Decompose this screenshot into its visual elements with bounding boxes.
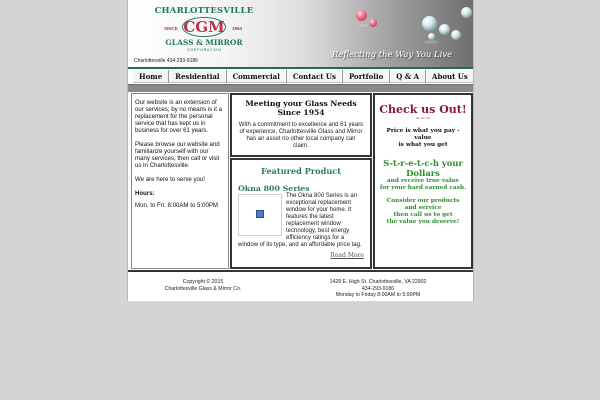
footer-hours: Monday to Friday 8:00AM to 5:00PM [335,292,421,298]
copyright-line-2: Charlottesville Glass & Mirror Co. [164,285,242,292]
intro-text: Our website is an extension of our services; by no means is it a replacement for the personal service that has kept us in business for over 61 years. [135,99,223,134]
product-name-link[interactable]: Okna 800 Series [238,184,310,193]
company-logo[interactable] [152,6,256,56]
featured-product-panel [230,158,372,269]
consider-line-2: and service [404,205,442,211]
nav-qa[interactable]: Q & A [390,70,426,83]
intro-panel [230,93,372,157]
consider-line-3: then call us to get [393,212,453,218]
logo-top-text: CHARLOTTESVILLE [154,6,254,16]
promo-panel [373,93,473,269]
glass-marble-icon [451,30,461,40]
marble-reflection-icon [424,40,438,44]
featured-product-heading: Featured Product [260,166,342,176]
logo-corp-text: CORPORATION [186,48,222,52]
site-footer [128,270,473,301]
left-column [131,93,229,269]
red-marble-icon [369,19,377,27]
footer-address: 1428 E. High St. Charlottesville, VA 22902 [329,279,427,285]
site-header [128,0,473,68]
header-tagline: Reflecting the Way You Live [332,50,453,60]
product-thumbnail[interactable] [238,194,282,236]
hours-heading: Hours: [135,190,155,197]
logo-year-text: 1954 [231,26,242,31]
logo-since-text: SINCE [164,26,178,31]
stretch-dollars-title: S-t-r-e-t-c-h your Dollars [383,158,463,178]
stretch-line-1: and receive true value [386,178,460,184]
glass-marble-icon [461,7,472,18]
copyright-line-1: Copyright © 2015 [182,279,224,285]
price-line-2: is what you get [398,142,448,148]
glass-marble-icon [428,33,435,40]
serve-text: We are here to serve you! [135,176,206,183]
footer-phone: 434-293-9186 [361,285,395,292]
marble-reflection-icon [358,24,368,27]
nav-home[interactable]: Home [133,70,169,83]
logo-bottom-text: GLASS & MIRROR [165,38,243,47]
intro-panel-text: With a commitment to excellence and 61 years of experience, Charlottesville Glass and Mirror has an asset no other local company can claim. [238,122,364,149]
product-description: The Okna 800 Series is an exceptional replacement window for your home. It features the latest replacement window technology, best energy efficiency ratings for a window of its type, and an affordable price tag. [238,193,362,248]
price-value-text [378,128,468,149]
promo-divider: ~~~ [415,115,431,122]
glass-marble-icon [439,24,450,35]
consider-line-4: the value you deserve! [386,219,460,225]
main-nav [133,70,473,83]
header-phone: Charlottesville 434-293-9186 [134,58,198,64]
nav-about-us[interactable]: About Us [432,71,468,81]
nav-underbar [128,84,473,92]
broken-image-icon [256,210,264,218]
browse-text: Please browse our website and familiarize yourself with our many services, then call or visit us in Charlottesville. [135,141,220,169]
footer-contact [298,279,458,299]
read-more-link[interactable]: Read More [330,252,364,259]
nav-contact-us[interactable]: Contact Us [287,70,343,83]
hours-text: Mon. to Fri. 8:00AM to 5:00PM [135,202,218,209]
page-container [127,0,474,301]
nav-residential[interactable]: Residential [169,70,226,83]
consider-line-1: Consider our products [386,198,460,204]
price-line-1: Price is what you pay - value [386,128,460,141]
footer-copyright [158,279,248,292]
consider-text [378,198,468,226]
logo-initials: CGM [183,18,225,36]
logo-emblem [152,17,256,37]
red-marble-icon [356,10,367,21]
stretch-line-2: for your hard earned cash. [379,185,467,191]
promo-title: Check us Out! [379,103,467,116]
glass-marble-icon [422,16,437,31]
intro-panel-title: Meeting your Glass Needs Since 1954 [245,99,357,117]
nav-commercial[interactable]: Commercial [227,70,287,83]
nav-portfolio[interactable]: Portfolio [343,70,390,83]
